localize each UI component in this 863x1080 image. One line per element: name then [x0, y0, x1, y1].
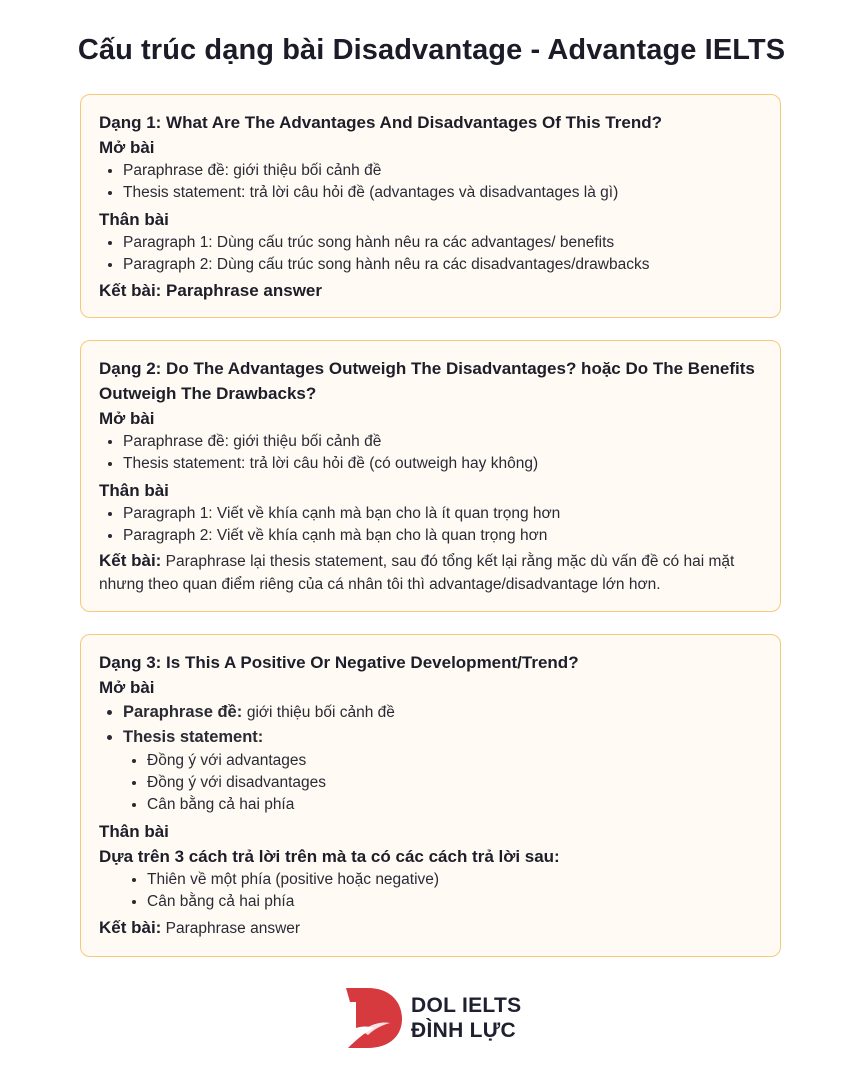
thesis-sublist — [99, 750, 762, 816]
intro-list — [99, 431, 762, 475]
brand-line-1: DOL IELTS — [411, 994, 522, 1017]
list-item: • Cân bằng cả hai phía — [147, 794, 762, 816]
card-type-1 — [80, 94, 781, 318]
body-list — [99, 869, 762, 913]
intro-label: Mở bài — [99, 138, 155, 157]
paraphrase-text: giới thiệu bối cảnh đề — [246, 704, 395, 721]
conclusion-text: Paraphrase lại thesis statement, sau đó tổng kết lại rằng mặc dù vấn đề có hai mặt nhưng theo quan điểm riêng của cá nhân tôi thì advantage/disadvantage lớn hơn. — [99, 553, 735, 593]
list-item: • Thesis statement: trả lời câu hỏi đề (có outweigh hay không) — [123, 453, 762, 475]
list-item: • Đồng ý với advantages — [147, 750, 762, 772]
thesis-label: Thesis statement: — [123, 728, 264, 746]
paraphrase-label: Paraphrase đề: — [123, 703, 243, 721]
list-item — [123, 725, 762, 750]
conclusion-label: Kết bài: — [99, 918, 162, 937]
conclusion-label: Kết bài: — [99, 551, 162, 570]
body-label: Thân bài — [99, 481, 169, 500]
brand-line-2: ĐÌNH LỰC — [411, 1019, 516, 1042]
conclusion-text: Paraphrase answer — [165, 920, 301, 937]
card-heading: Dạng 2: Do The Advantages Outweigh The Disadvantages? hoặc Do The Benefits Outweigh The Drawbacks? — [99, 359, 755, 403]
list-item: • Paragraph 2: Dùng cấu trúc song hành nêu ra các disadvantages/drawbacks — [123, 254, 762, 276]
brand-logo — [344, 985, 524, 1051]
card-type-3 — [80, 634, 781, 957]
list-item: • Paragraph 2: Viết về khía cạnh mà bạn cho là quan trọng hơn — [123, 525, 762, 547]
list-item — [123, 700, 762, 725]
card-type-2 — [80, 340, 781, 612]
list-item: • Cân bằng cả hai phía — [147, 891, 762, 913]
body-lead: Dựa trên 3 cách trả lời trên mà ta có các cách trả lời sau: — [99, 847, 560, 866]
list-item: • Đồng ý với disadvantages — [147, 772, 762, 794]
body-label: Thân bài — [99, 822, 169, 841]
list-item: • Paraphrase đề: giới thiệu bối cảnh đề — [123, 160, 762, 182]
list-item: • Paraphrase đề: giới thiệu bối cảnh đề — [123, 431, 762, 453]
dol-logo-icon — [344, 985, 404, 1051]
conclusion: Kết bài: Paraphrase answer — [99, 281, 322, 300]
card-heading: Dạng 1: What Are The Advantages And Disadvantages Of This Trend? — [99, 113, 662, 132]
body-label: Thân bài — [99, 210, 169, 229]
brand-name — [411, 993, 521, 1043]
card-heading: Dạng 3: Is This A Positive Or Negative Development/Trend? — [99, 653, 579, 672]
intro-label: Mở bài — [99, 678, 155, 697]
list-item: • Paragraph 1: Viết về khía cạnh mà bạn cho là ít quan trọng hơn — [123, 503, 762, 525]
intro-list — [99, 160, 762, 204]
list-item: • Thesis statement: trả lời câu hỏi đề (advantages và disadvantages là gì) — [123, 182, 762, 204]
list-item: • Thiên về một phía (positive hoặc negative) — [147, 869, 762, 891]
intro-label: Mở bài — [99, 409, 155, 428]
body-list — [99, 232, 762, 276]
conclusion — [99, 916, 762, 940]
list-item: • Paragraph 1: Dùng cấu trúc song hành nêu ra các advantages/ benefits — [123, 232, 762, 254]
conclusion — [99, 549, 762, 596]
body-list — [99, 503, 762, 547]
page-title: Cấu trúc dạng bài Disadvantage - Advantage IELTS — [77, 34, 786, 66]
intro-list — [99, 700, 762, 750]
